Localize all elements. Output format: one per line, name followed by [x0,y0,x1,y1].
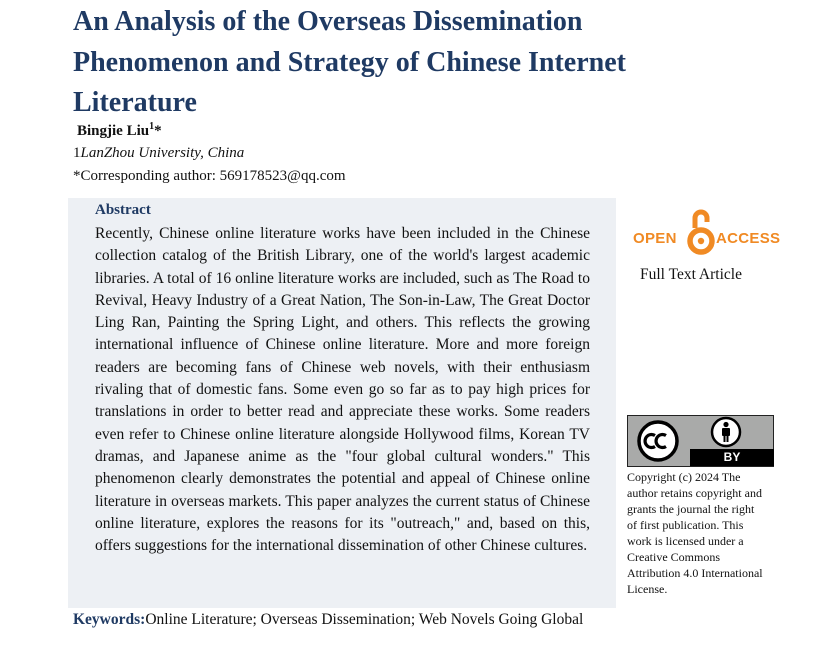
by-strip [690,449,774,466]
abstract-body: Recently, Chinese online literature works have been included in the Chinese collection catalog of the British Library, one of the world's largest academic libraries. A total of 16 online literature works are included, such as The Road to Revival, Heavy Industry of a Great Nation, The Son-in-Law, The Great Doctor Ling Ran, Painting the Spring Light, and others. This reflects the growing international influence of Chinese online literature. More and more foreign readers are becoming fans of Chinese web novels, with their enthusiasm rivaling that of domestic fans. Some even go so far as to pay high prices for translations in order to better read and appreciate these works. Some readers even refer to Chinese online literature alongside Hollywood films, Korean TV dramas, and Japanese anime as the "four global cultural wonders." This phenomenon clearly demonstrates the potential and appeal of Chinese online literature in overseas markets. This paper analyzes the current status of Chinese online literature, explores the reasons for its "outreach," and, based on this, offers suggestions for the international dissemination of other Chinese cultures. [95,225,590,555]
corresponding-mark: * [154,123,162,139]
cc-by-badge[interactable] [627,415,774,467]
oa-access-label: ACCESS [716,230,781,247]
corresponding-author: *Corresponding author: 569178523@qq.com [73,168,346,184]
open-access-logo [631,206,781,260]
open-access-lock-icon [687,206,715,258]
author-line [77,121,162,140]
affiliation [73,145,244,162]
author-name: Bingjie Liu [77,123,150,139]
oa-open-label: OPEN [633,230,677,247]
keywords-label: Keywords: [73,611,146,628]
abstract-heading: Abstract [95,202,151,218]
keywords-text: Online Literature; Overseas Dissemination; Web Novels Going Global [145,611,584,628]
license-text: Copyright (c) 2024 The author retains copyright and grants the journal the right of first publication. This work is licensed under a Creative Commons Attribution 4.0 International License. [627,470,763,596]
paper-title: An Analysis of the Overseas Dissemination Phenomenon and Strategy of Chinese Internet Literature [73,6,626,118]
affiliation-text: LanZhou University, China [80,145,245,161]
cc-icon [636,419,680,463]
attribution-person-icon [709,416,743,450]
full-text-article-label: Full Text Article [640,266,742,283]
affiliation-number: 1 [73,145,81,161]
cc-by-label: BY [723,450,741,464]
author-affiliation-sup: 1 [149,121,155,132]
keywords-line [73,611,583,629]
